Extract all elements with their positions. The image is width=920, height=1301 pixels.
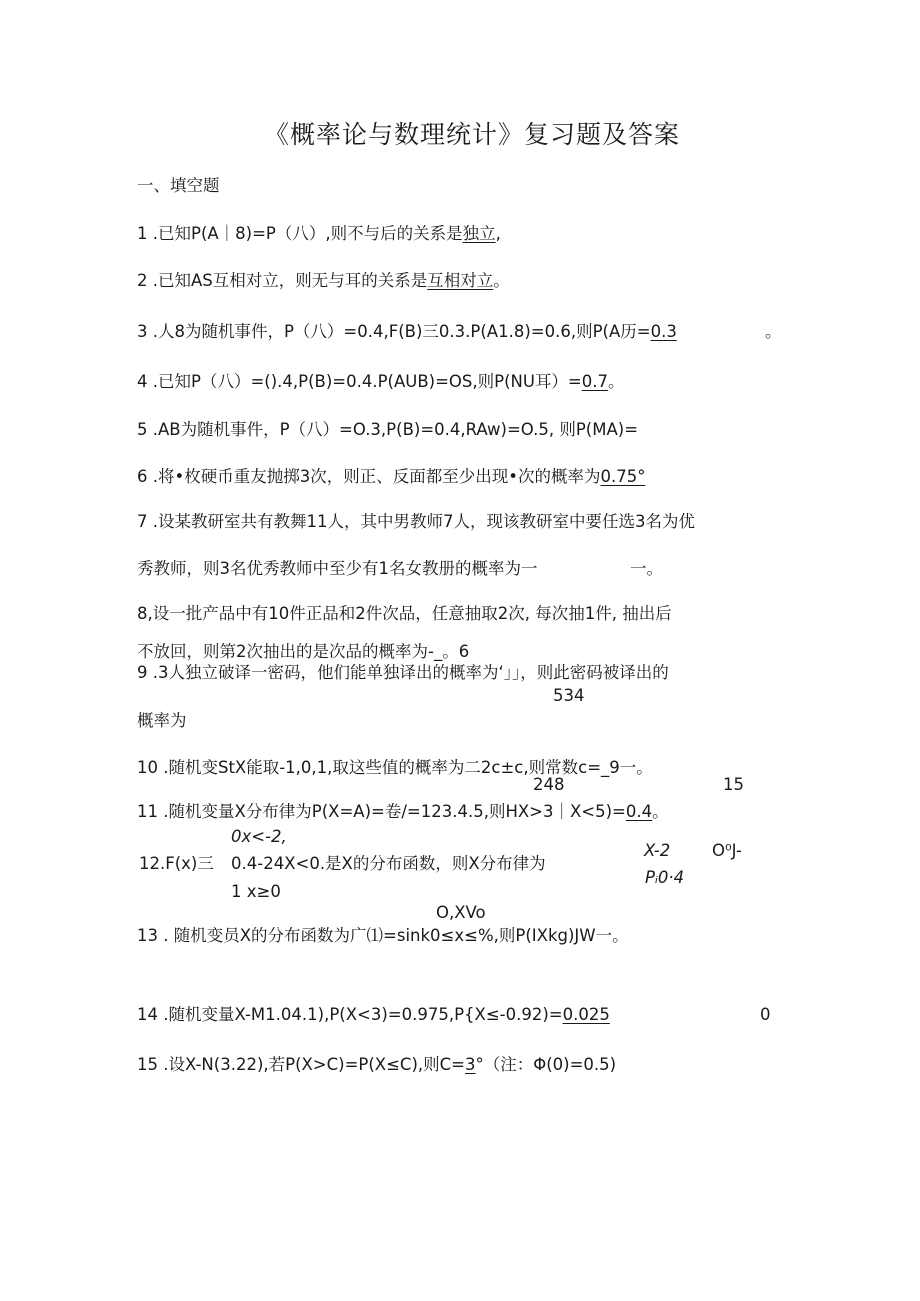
question-14-text: 14 .随机变量X-M1.04.1),P(X<3)=0.975,P{X≤-0.92)= xyxy=(137,1005,563,1024)
question-4-text: 4 .已知P（八）=().4,P(B)=0.4.P(AUB)=OS,则P(NU耳）= xyxy=(137,372,582,391)
question-10-denominators: 248 xyxy=(533,775,565,794)
question-5: 5 .AB为随机事件，P（八）=O.3,P(B)=0.4,RAw)=O.5, 则P(MA)= xyxy=(137,420,639,439)
question-15 xyxy=(137,1057,616,1074)
question-6 xyxy=(137,469,645,486)
question-8-line-2: 不放回，则第2次抽出的是次品的概率为-_。6 xyxy=(137,642,470,661)
question-9-line-1: 9 .3人独立破译一密码，他们能单独译出的概率为‘」」，则此密码被译出的 xyxy=(137,663,669,682)
question-2 xyxy=(137,273,510,290)
question-11-text: 11 .随机变量X分布律为P(X=A)=卷/=123.4.5,则HX>3｜X<5)= xyxy=(137,802,626,821)
question-14-answer: 0.025 xyxy=(562,1005,610,1024)
question-4-answer: 0.7 xyxy=(581,372,609,391)
question-15-end: °（注：Φ(0)=0.5) xyxy=(475,1055,617,1074)
question-11 xyxy=(137,804,669,821)
question-14-right-number: 0 xyxy=(760,1005,771,1024)
question-10: 10 .随机变StX能取-1,0,1,取这些值的概率为二2c±c,则常数c=_9一。 xyxy=(137,758,653,777)
question-1-answer: 独立 xyxy=(462,224,496,243)
question-2-end: 。 xyxy=(493,271,510,290)
question-3-text: 3 .人8为随机事件，P（八）=0.4,F(B)三0.3.P(A1.8)=0.6,则P(A历= xyxy=(137,322,651,341)
question-4-end: 。 xyxy=(608,372,625,391)
question-12-table-probabilities: Pᵢ0·4 xyxy=(645,868,685,887)
question-4 xyxy=(137,374,625,391)
question-6-text: 6 .将•枚硬币重友抛掷3次，则正、反面都至少出现•次的概率为 xyxy=(137,467,601,486)
question-2-text: 2 .已知AS互相对立，则无与耳的关系是 xyxy=(137,271,428,290)
question-12-case-1: 0x<-2, xyxy=(231,827,287,846)
question-8-line-1: 8,设一批产品中有10件正品和2件次品，任意抽取2次, 每次抽1件, 抽出后 xyxy=(137,604,672,623)
question-9-line-2: 概率为 xyxy=(137,711,187,730)
question-12-table-header: X-2 xyxy=(644,841,671,860)
question-6-answer: 0.75° xyxy=(600,467,646,486)
question-11-answer: 0.4 xyxy=(625,802,653,821)
question-2-answer: 互相对立 xyxy=(427,271,494,290)
question-7-line-2-end: 一。 xyxy=(630,559,663,578)
question-3-end: 。 xyxy=(765,322,782,341)
question-12-label: 12.F(x)三 xyxy=(139,854,214,873)
question-11-end: 。 xyxy=(652,802,669,821)
question-7-line-2: 秀教师，则3名优秀教师中至少有1名女教册的概率为一 xyxy=(137,559,538,578)
question-3-answer: 0.3 xyxy=(650,322,677,341)
question-1 xyxy=(137,226,501,243)
page-title: 《概率论与数理统计》复习题及答案 xyxy=(264,120,681,149)
question-13: 13 . 随机变员X的分布函数为广⑴=sink0≤x≤%,则P(IXkg)JW一。 xyxy=(137,926,629,945)
question-12-case-2: 0.4-24X<0.是X的分布函数，则X分布律为 xyxy=(231,854,546,873)
question-9-fraction-denominators: 534 xyxy=(553,686,585,705)
question-12-table-values: O⁰J- xyxy=(712,841,742,860)
question-12-case-3: 1 x≥0 xyxy=(231,882,281,901)
question-15-answer: 3 xyxy=(465,1055,476,1074)
question-13-piece: O,XVo xyxy=(436,903,486,922)
section-heading: 一、填空题 xyxy=(137,176,220,195)
question-3 xyxy=(137,324,677,341)
question-7-line-1: 7 .设某教研室共有教舞11人，其中男教师7人，现该教研室中要任选3名为优 xyxy=(137,512,695,531)
question-15-text: 15 .设X-N(3.22),若P(X>C)=P(X≤C),则C= xyxy=(137,1055,465,1074)
question-1-text: 1 .已知P(A｜8)=P（八）,则不与后的关系是 xyxy=(137,224,463,243)
question-14 xyxy=(137,1007,610,1024)
question-10-right-number: 15 xyxy=(723,775,744,794)
question-1-end: , xyxy=(495,224,501,243)
